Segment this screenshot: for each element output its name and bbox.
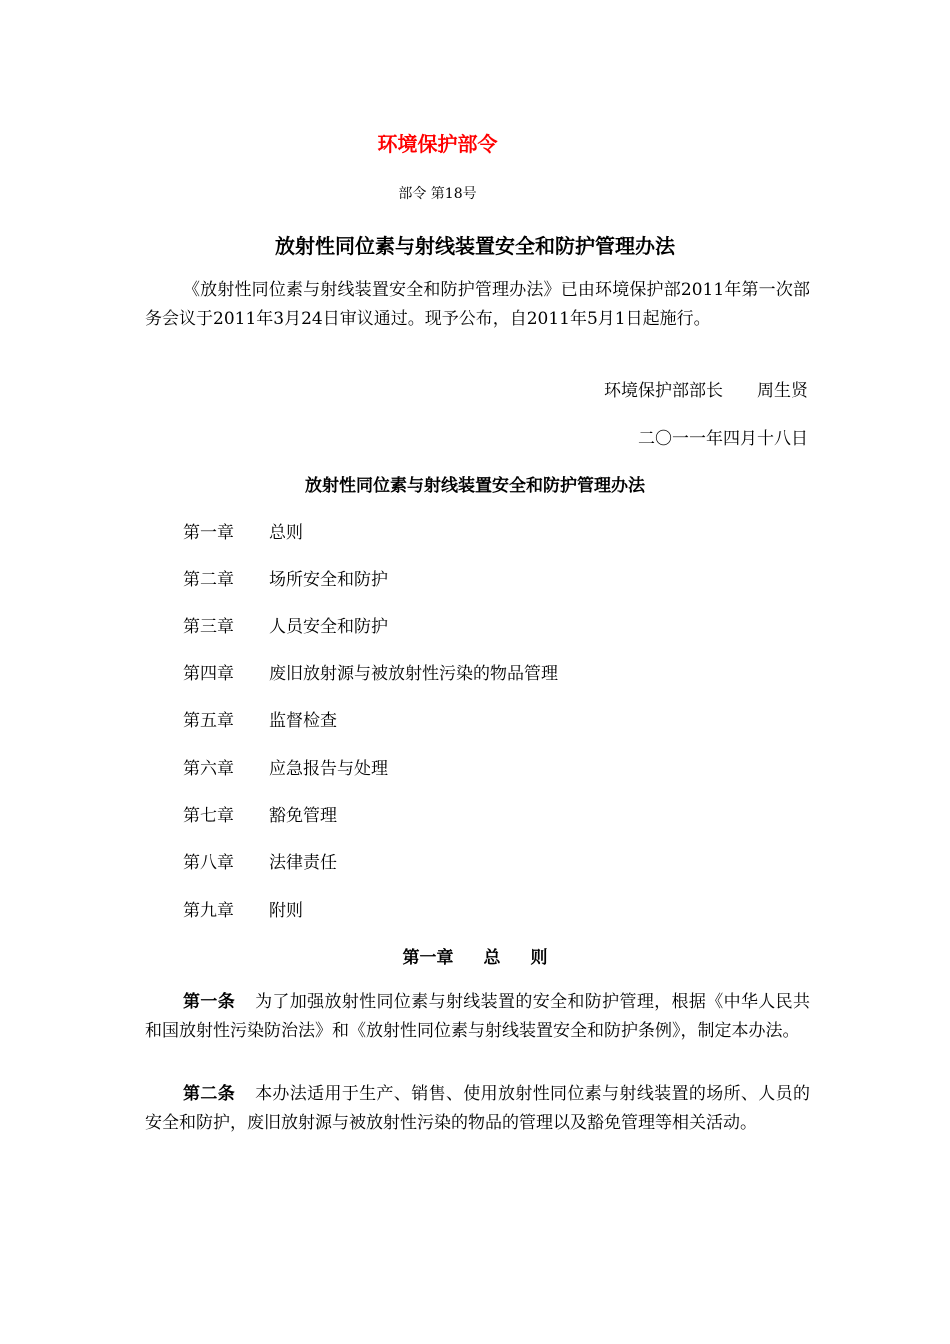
toc-chapter-number: 第四章 xyxy=(183,664,234,684)
toc-chapter-number: 第三章 xyxy=(183,617,234,637)
toc-chapter-number: 第八章 xyxy=(183,853,234,873)
chapter-heading xyxy=(0,943,950,968)
signing-date: 二〇一一年四月十八日 xyxy=(638,429,808,449)
toc-chapter-name: 人员安全和防护 xyxy=(269,617,388,637)
toc-chapter-name: 废旧放射源与被放射性污染的物品管理 xyxy=(269,664,558,684)
article-label: 第一条 xyxy=(183,992,236,1012)
toc-chapter-name: 豁免管理 xyxy=(269,806,337,826)
toc-chapter-number: 第二章 xyxy=(183,570,234,590)
toc-chapter-name: 场所安全和防护 xyxy=(269,570,388,590)
chapter-heading-number: 第一章 xyxy=(402,948,454,968)
ministry-title: 环境保护部令 xyxy=(377,132,498,156)
chapter-heading-word: 则 xyxy=(530,948,548,968)
toc-chapter-number: 第五章 xyxy=(183,711,234,731)
toc-chapter-number: 第六章 xyxy=(183,759,234,779)
toc-chapter-name: 应急报告与处理 xyxy=(269,759,388,779)
regulation-title: 放射性同位素与射线装置安全和防护管理办法 xyxy=(305,476,645,496)
toc-chapter-name: 附则 xyxy=(269,901,303,921)
chapter-heading-word: 总 xyxy=(483,948,501,968)
article-text: 本办法适用于生产、销售、使用放射性同位素与射线装置的场所、人员的安全和防护，废旧放射源与被放射性污染的物品的管理以及豁免管理等相关活动。 xyxy=(145,1084,811,1133)
document-title: 放射性同位素与射线装置安全和防护管理办法 xyxy=(275,234,675,258)
toc-chapter-number: 第一章 xyxy=(183,523,234,543)
article-text: 为了加强放射性同位素与射线装置的安全和防护管理，根据《中华人民共和国放射性污染防治法》和《放射性同位素与射线装置安全和防护条例》，制定本办法。 xyxy=(145,992,811,1041)
toc-chapter-number: 第七章 xyxy=(183,806,234,826)
signer: 环境保护部部长 周生贤 xyxy=(604,381,808,401)
order-number: 部令 第18号 xyxy=(398,186,477,202)
toc-chapter-name: 法律责任 xyxy=(269,853,337,873)
intro-paragraph: 《放射性同位素与射线装置安全和防护管理办法》已由环境保护部2011年第一次部务会议于2011年3月24日审议通过。现予公布，自2011年5月1日起施行。 xyxy=(145,280,810,329)
article-label: 第二条 xyxy=(183,1084,236,1104)
toc-chapter-number: 第九章 xyxy=(183,901,234,921)
article-2 xyxy=(145,1080,810,1138)
toc-chapter-name: 监督检查 xyxy=(269,711,337,731)
article-1 xyxy=(145,988,810,1046)
toc-chapter-name: 总则 xyxy=(269,523,303,543)
